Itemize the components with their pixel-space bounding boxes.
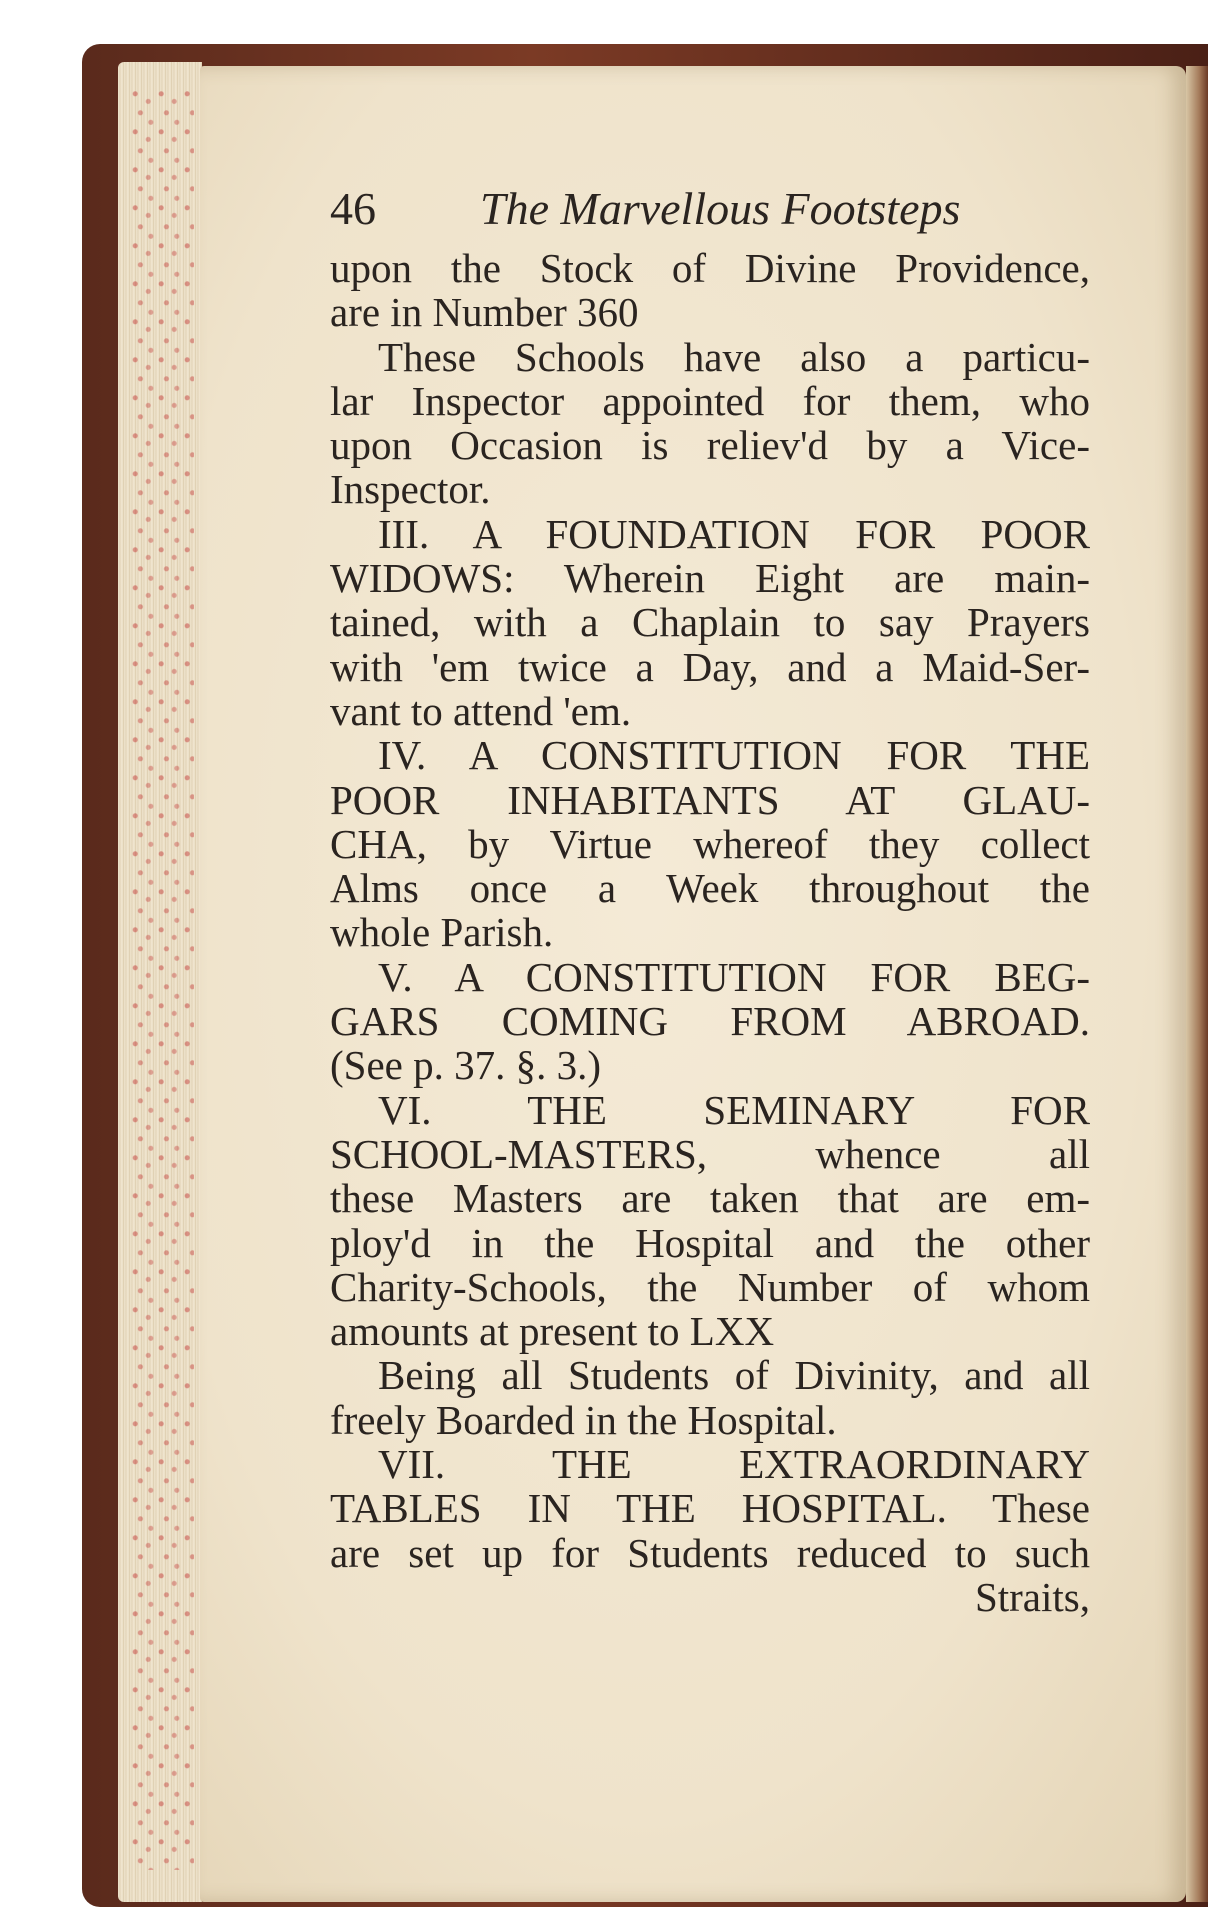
text-line: Alms once a Week throughout the	[330, 865, 1090, 912]
text-line: IV. A CONSTITUTION FOR THE	[378, 732, 1090, 779]
text-line: III. A FOUNDATION FOR POOR	[378, 510, 1090, 557]
page-header	[330, 182, 1090, 246]
text-line: tained, with a Chaplain to say Prayers	[330, 599, 1090, 646]
text-line: with 'em twice a Day, and a Maid-Ser-	[330, 643, 1090, 690]
text-line: lar Inspector appointed for them, who	[330, 377, 1090, 424]
text-line: Straits,	[974, 1573, 1090, 1620]
text-line: freely Boarded in the Hospital.	[330, 1396, 837, 1443]
text-line: SCHOOL-MASTERS, whence all	[330, 1130, 1090, 1177]
text-line: VII. THE EXTRAORDINARY	[378, 1441, 1090, 1488]
text-line: CHA, by Virtue whereof they collect	[330, 820, 1090, 867]
text-line: Charity-Schools, the Number of whom	[330, 1263, 1090, 1310]
page-number: 46	[330, 183, 376, 234]
text-line: V. A CONSTITUTION FOR BEG-	[378, 953, 1090, 1000]
text-line: ploy'd in the Hospital and the other	[330, 1219, 1090, 1266]
text-line: VI. THE SEMINARY FOR	[378, 1086, 1090, 1133]
text-line: Being all Students of Divinity, and all	[378, 1352, 1090, 1399]
text-line: TABLES IN THE HOSPITAL. These	[330, 1485, 1090, 1532]
running-title: The Marvellous Footsteps	[480, 183, 961, 234]
text-line: these Masters are taken that are em-	[330, 1175, 1090, 1222]
text-line: upon Occasion is reliev'd by a Vice-	[330, 422, 1090, 469]
text-line: are set up for Students reduced to such	[330, 1529, 1090, 1576]
body-text	[330, 246, 1090, 1619]
text-line: WIDOWS: Wherein Eight are main-	[330, 555, 1090, 602]
facing-page-edge	[1186, 66, 1208, 1902]
text-line: Inspector.	[330, 466, 491, 513]
text-line: vant to attend 'em.	[330, 687, 632, 734]
text-line: POOR INHABITANTS AT GLAU-	[330, 776, 1090, 823]
text-line: (See p. 37. §. 3.)	[330, 1042, 602, 1089]
text-line: whole Parish.	[330, 909, 554, 956]
speckled-edge	[130, 90, 194, 1870]
text-line: GARS COMING FROM ABROAD.	[330, 998, 1090, 1045]
text-line: amounts at present to LXX	[330, 1308, 775, 1355]
text-line: upon the Stock of Divine Providence,	[330, 245, 1090, 291]
text-line: These Schools have also a particu-	[378, 333, 1090, 380]
page-text	[330, 182, 1090, 1619]
text-line: are in Number 360	[330, 289, 639, 336]
